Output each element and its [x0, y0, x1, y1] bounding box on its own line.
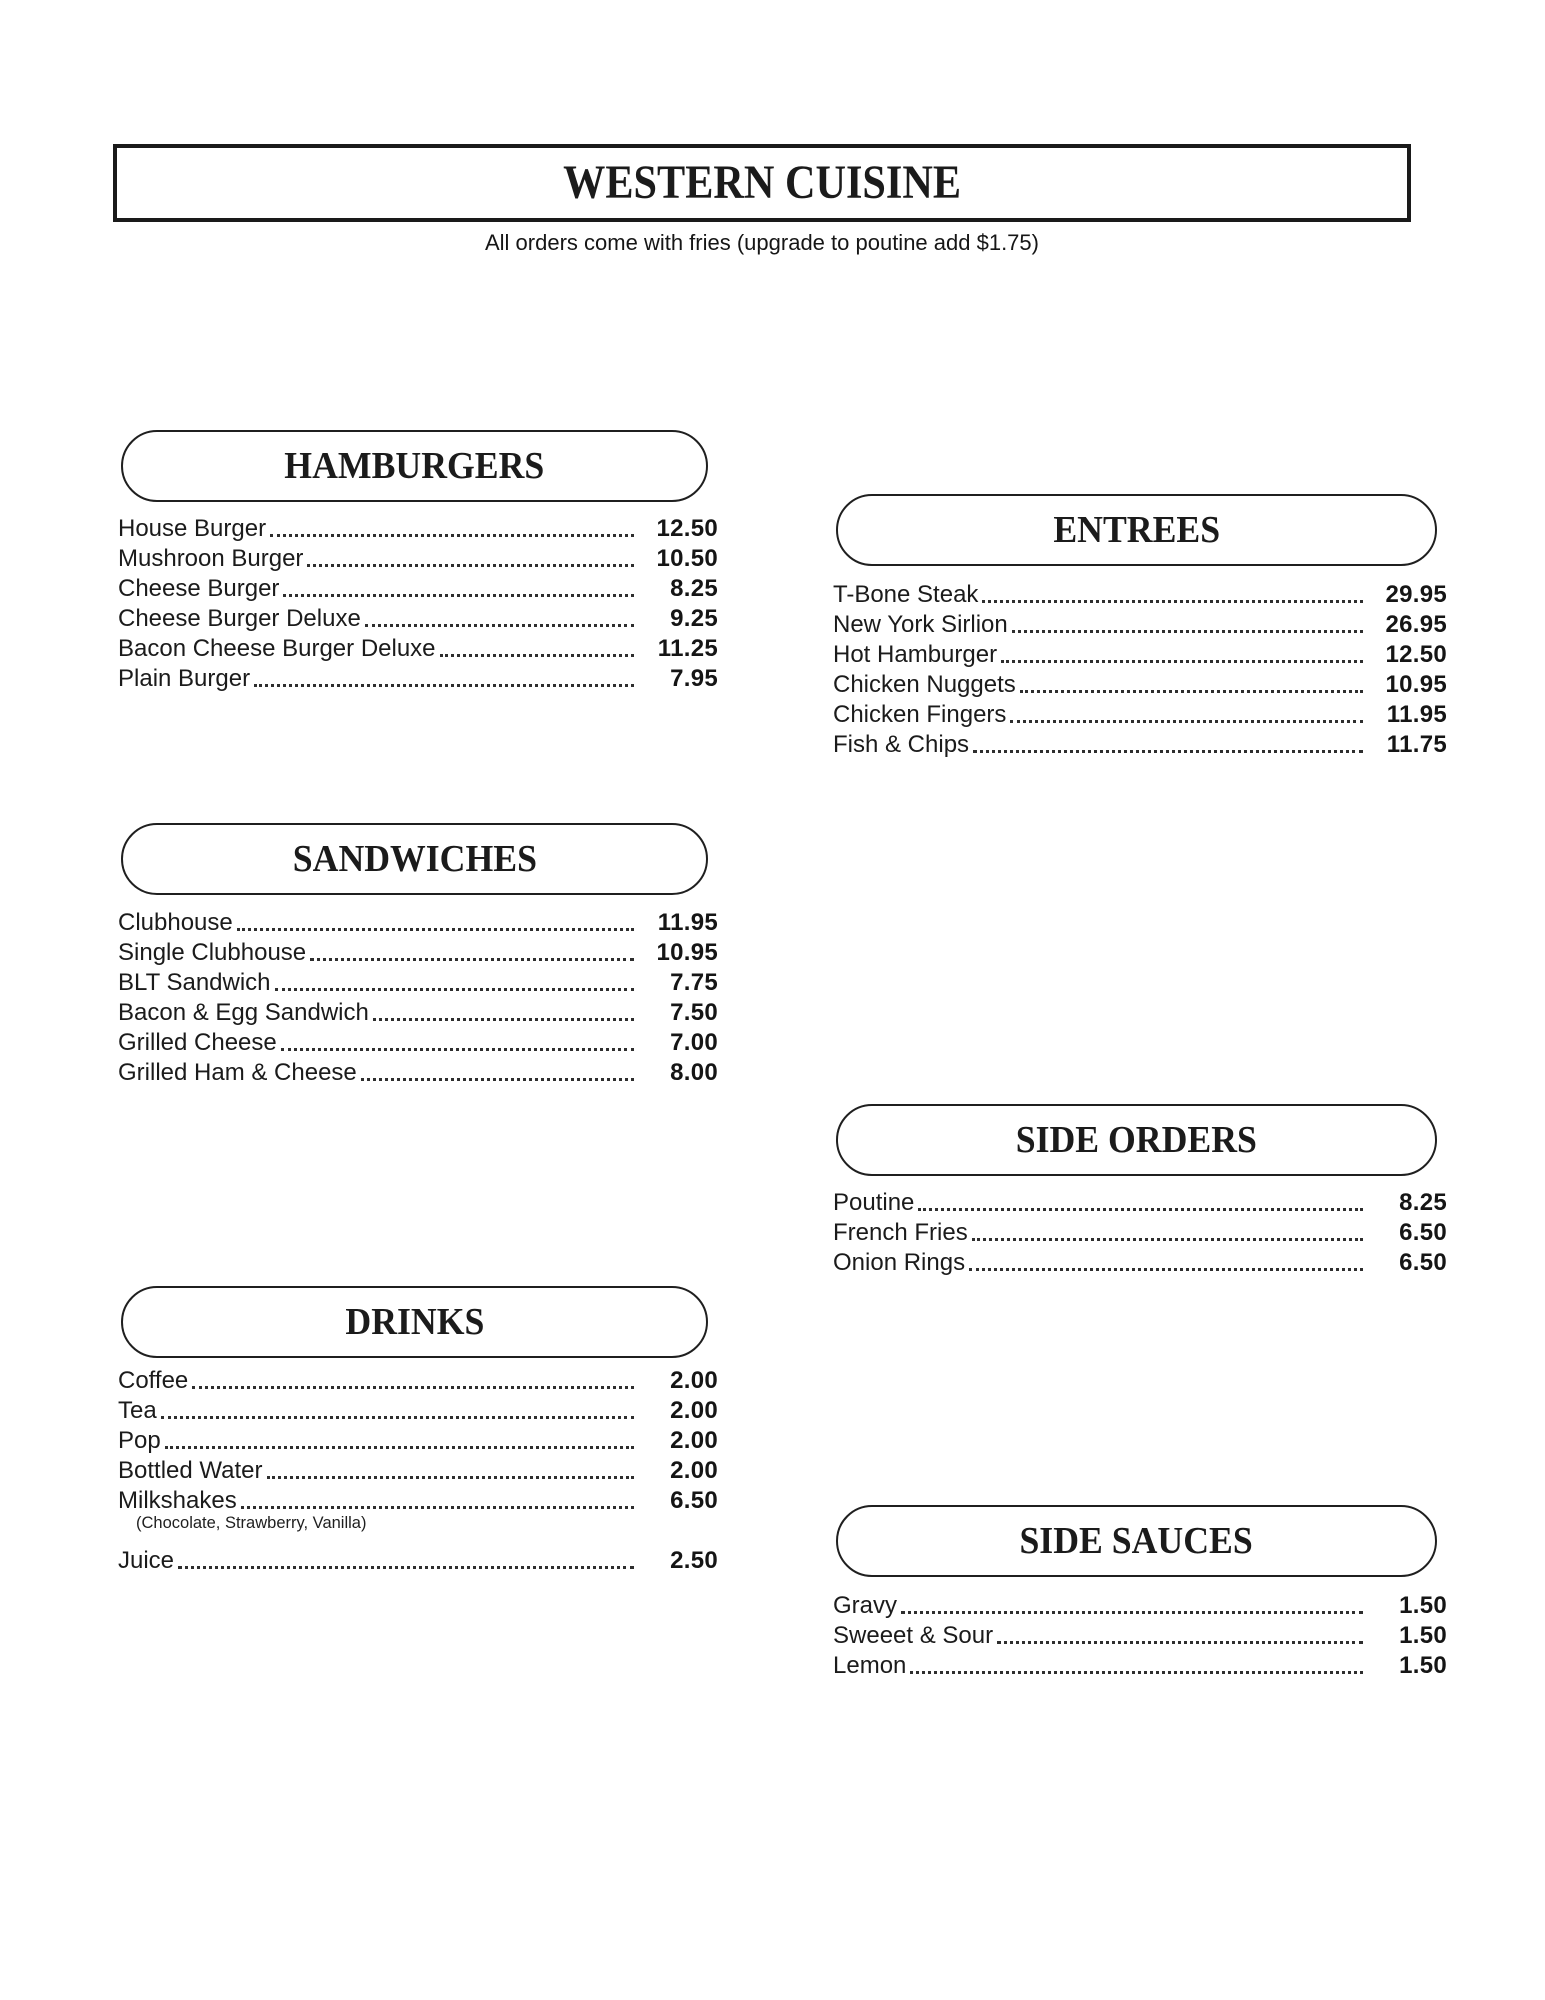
menu-item-row: [833, 1188, 1447, 1218]
menu-item-line: [118, 1546, 718, 1576]
menu-item-line: [118, 604, 718, 634]
section-title: SIDE ORDERS: [1015, 1119, 1258, 1161]
menu-item-row: [118, 1546, 718, 1576]
section-side-orders: [833, 1104, 1447, 1278]
menu-item-line: [118, 1456, 718, 1486]
item-name: Coffee: [118, 1367, 189, 1394]
menu-item-row: [118, 1028, 718, 1058]
menu-item-row: [118, 514, 718, 544]
menu-item-line: [833, 640, 1447, 670]
menu-item-line: [833, 580, 1447, 610]
dotted-leader: [310, 958, 634, 961]
section-hamburgers: [118, 430, 718, 694]
item-name: Bacon & Egg Sandwich: [118, 999, 369, 1026]
menu-item-line: [118, 514, 718, 544]
menu-item-line: [118, 938, 718, 968]
menu-item-line: [118, 1028, 718, 1058]
menu-item-row: [833, 640, 1447, 670]
item-name: Chicken Fingers: [833, 701, 1007, 728]
menu-item-row: [118, 908, 718, 938]
menu-item-line: [833, 610, 1447, 640]
section-header-pill: [121, 823, 708, 895]
dotted-leader: [241, 1506, 634, 1509]
item-name: French Fries: [833, 1219, 968, 1246]
item-name: Single Clubhouse: [118, 939, 307, 966]
item-name: Milkshakes: [118, 1487, 237, 1514]
item-price: 12.50: [1385, 641, 1447, 668]
menu-item-list: [118, 514, 718, 694]
menu-item-line: [833, 670, 1447, 700]
item-name: Juice: [118, 1547, 175, 1574]
menu-item-line: [118, 1058, 718, 1088]
dotted-leader: [365, 624, 634, 627]
menu-item-row: [833, 1248, 1447, 1278]
item-price: 2.00: [670, 1457, 718, 1484]
menu-item-row: [833, 1218, 1447, 1248]
section-header-pill: [121, 430, 708, 502]
dotted-leader: [307, 564, 634, 567]
dotted-leader: [910, 1671, 1363, 1674]
menu-item-row: [833, 610, 1447, 640]
item-price: 11.95: [657, 909, 718, 936]
item-price: 9.25: [670, 605, 718, 632]
section-title: HAMBURGERS: [284, 445, 545, 487]
section-title: DRINKS: [345, 1301, 484, 1343]
item-price: 8.25: [670, 575, 718, 602]
item-price: 6.50: [1399, 1219, 1447, 1246]
item-name: Lemon: [833, 1652, 907, 1679]
item-name: Chicken Nuggets: [833, 671, 1016, 698]
dotted-leader: [972, 1238, 1363, 1241]
item-price: 11.75: [1386, 731, 1447, 758]
item-name: Tea: [118, 1397, 157, 1424]
menu-item-line: [118, 544, 718, 574]
menu-item-row: [118, 968, 718, 998]
item-price: 29.95: [1385, 581, 1447, 608]
section-title: ENTREES: [1053, 509, 1220, 551]
menu-item-list: [833, 1188, 1447, 1278]
dotted-leader: [165, 1446, 634, 1449]
item-price: 6.50: [670, 1487, 718, 1514]
menu-item-line: [118, 968, 718, 998]
item-name: Onion Rings: [833, 1249, 966, 1276]
item-price: 6.50: [1399, 1249, 1447, 1276]
item-price: 8.25: [1399, 1189, 1447, 1216]
menu-item-line: [118, 1366, 718, 1396]
item-name: Pop: [118, 1427, 161, 1454]
menu-item-row: [118, 604, 718, 634]
dotted-leader: [1012, 630, 1363, 633]
menu-item-line: [833, 1621, 1447, 1651]
page-title: WESTERN CUISINE: [563, 156, 961, 209]
section-title: SIDE SAUCES: [1019, 1520, 1254, 1562]
menu-item-line: [833, 730, 1447, 760]
menu-item-list: [118, 1366, 718, 1576]
item-price: 2.00: [670, 1367, 718, 1394]
menu-item-line: [833, 700, 1447, 730]
dotted-leader: [973, 750, 1363, 753]
menu-item-line: [118, 1486, 718, 1516]
title-box: [113, 144, 1411, 222]
section-drinks: [118, 1286, 718, 1576]
item-price: 2.00: [670, 1427, 718, 1454]
section-header-pill: [836, 494, 1437, 566]
item-name: House Burger: [118, 515, 267, 542]
dotted-leader: [1001, 660, 1363, 663]
dotted-leader: [283, 594, 634, 597]
menu-item-row: [118, 998, 718, 1028]
dotted-leader: [901, 1611, 1363, 1614]
item-price: 7.95: [670, 665, 718, 692]
dotted-leader: [178, 1566, 634, 1569]
menu-item-row: [833, 1591, 1447, 1621]
dotted-leader: [254, 684, 634, 687]
menu-item-line: [118, 1396, 718, 1426]
item-price: 11.95: [1386, 701, 1447, 728]
item-price: 2.00: [670, 1397, 718, 1424]
menu-item-row: [118, 1456, 718, 1486]
section-header-pill: [836, 1104, 1437, 1176]
menu-item-line: [118, 1426, 718, 1456]
item-name: T-Bone Steak: [833, 581, 979, 608]
dotted-leader: [1020, 690, 1363, 693]
item-price: 7.75: [670, 969, 718, 996]
item-price: 2.50: [670, 1547, 718, 1574]
item-price: 12.50: [656, 515, 718, 542]
menu-item-row: [118, 938, 718, 968]
item-price: 11.25: [657, 635, 718, 662]
item-name: Cheese Burger Deluxe: [118, 605, 361, 632]
item-price: 8.00: [670, 1059, 718, 1086]
dotted-leader: [997, 1641, 1363, 1644]
item-name: New York Sirlion: [833, 611, 1008, 638]
section-side-sauces: [833, 1505, 1447, 1681]
section-header-pill: [121, 1286, 708, 1358]
item-price: 7.50: [670, 999, 718, 1026]
menu-item-row: [118, 1396, 718, 1426]
dotted-leader: [918, 1208, 1363, 1211]
item-price: 1.50: [1399, 1592, 1447, 1619]
dotted-leader: [192, 1386, 634, 1389]
dotted-leader: [982, 600, 1363, 603]
item-price: 1.50: [1399, 1652, 1447, 1679]
section-header-pill: [836, 1505, 1437, 1577]
dotted-leader: [281, 1048, 634, 1051]
item-name: Sweeet & Sour: [833, 1622, 994, 1649]
menu-item-list: [833, 580, 1447, 760]
menu-item-line: [833, 1591, 1447, 1621]
item-price: 10.50: [656, 545, 718, 572]
menu-item-line: [833, 1248, 1447, 1278]
menu-item-line: [118, 664, 718, 694]
item-price: 10.95: [1385, 671, 1447, 698]
menu-item-row: [833, 700, 1447, 730]
dotted-leader: [361, 1078, 634, 1081]
dotted-leader: [440, 654, 634, 657]
menu-item-list: [118, 908, 718, 1088]
item-price: 1.50: [1399, 1622, 1447, 1649]
menu-item-line: [118, 574, 718, 604]
menu-item-line: [118, 908, 718, 938]
item-name: Fish & Chips: [833, 731, 970, 758]
dotted-leader: [969, 1268, 1363, 1271]
section-title: SANDWICHES: [292, 838, 537, 880]
menu-item-row: [118, 1058, 718, 1088]
item-name: Grilled Cheese: [118, 1029, 277, 1056]
menu-item-row: [833, 1621, 1447, 1651]
item-name: Mushroon Burger: [118, 545, 304, 572]
item-name: Cheese Burger: [118, 575, 280, 602]
item-name: Hot Hamburger: [833, 641, 998, 668]
menu-item-line: [833, 1188, 1447, 1218]
item-name: Gravy: [833, 1592, 898, 1619]
dotted-leader: [270, 534, 634, 537]
item-name: Bacon Cheese Burger Deluxe: [118, 635, 436, 662]
section-entrees: [833, 494, 1447, 760]
menu-item-row: [118, 1426, 718, 1456]
dotted-leader: [373, 1018, 634, 1021]
menu-item-row: [118, 1486, 718, 1534]
menu-item-line: [118, 998, 718, 1028]
item-name: Clubhouse: [118, 909, 233, 936]
dotted-leader: [161, 1416, 634, 1419]
item-price: 26.95: [1385, 611, 1447, 638]
subtitle: All orders come with fries (upgrade to poutine add $1.75): [485, 230, 1039, 255]
item-name: Bottled Water: [118, 1457, 263, 1484]
menu-item-row: [118, 574, 718, 604]
item-name: Poutine: [833, 1189, 915, 1216]
menu-item-row: [833, 1651, 1447, 1681]
item-note: (Chocolate, Strawberry, Vanilla): [136, 1514, 367, 1532]
dotted-leader: [237, 928, 634, 931]
menu-item-row: [833, 580, 1447, 610]
item-name: Plain Burger: [118, 665, 251, 692]
dotted-leader: [1010, 720, 1363, 723]
menu-item-row: [118, 1366, 718, 1396]
section-sandwiches: [118, 823, 718, 1088]
menu-item-row: [118, 664, 718, 694]
item-name: BLT Sandwich: [118, 969, 271, 996]
menu-item-line: [118, 634, 718, 664]
item-name: Grilled Ham & Cheese: [118, 1059, 357, 1086]
dotted-leader: [275, 988, 634, 991]
menu-item-row: [833, 670, 1447, 700]
menu-item-list: [833, 1591, 1447, 1681]
menu-item-line: [833, 1218, 1447, 1248]
menu-item-row: [118, 544, 718, 574]
menu-item-row: [833, 730, 1447, 760]
menu-item-row: [118, 634, 718, 664]
item-price: 10.95: [656, 939, 718, 966]
dotted-leader: [267, 1476, 634, 1479]
item-price: 7.00: [670, 1029, 718, 1056]
menu-item-line: [833, 1651, 1447, 1681]
